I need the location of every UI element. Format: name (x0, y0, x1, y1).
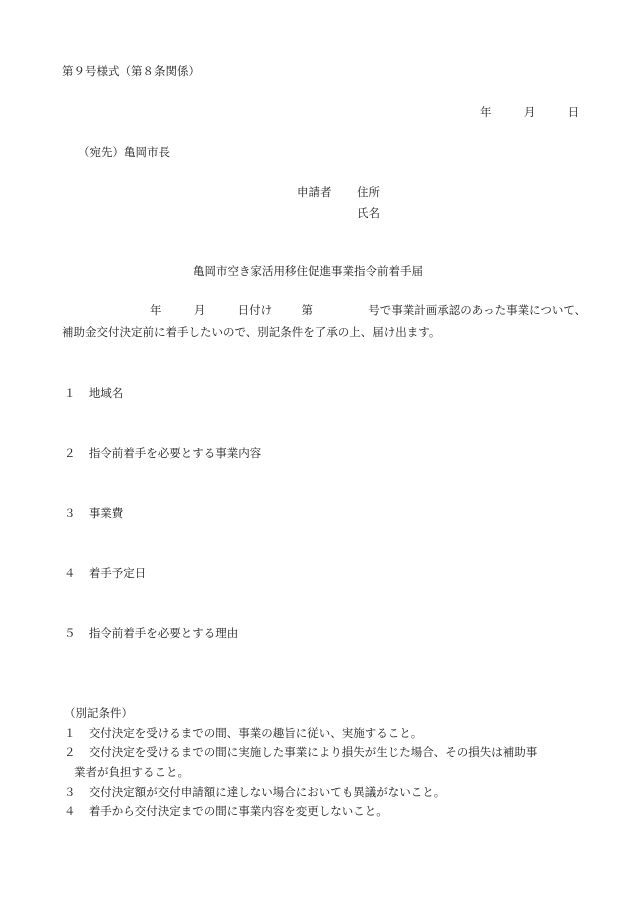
form-label: 第９号様式（第８条関係） (62, 64, 200, 78)
item-text: 着手予定日 (88, 566, 147, 580)
condition-4 (64, 806, 388, 818)
condition-text: 交付決定を受けるまでの間に実施した事業により損失が生じた場合、その損失は補助事 (88, 745, 538, 759)
body-line-2: 補助金交付決定前に着手したいので、別記条件を了承の上、届け出ます。 (62, 325, 441, 339)
date-day: 日 (567, 105, 580, 119)
body-year: 年 (150, 303, 162, 317)
applicant-name-label: 氏名 (357, 206, 380, 220)
condition-text: 着手から交付決定までの間に事業内容を変更しないこと。 (88, 804, 388, 818)
item-1 (64, 388, 123, 400)
applicant-label: 申請者 (297, 185, 332, 199)
body-line1-rest: 号で事業計画承認のあった事業について、 (368, 303, 587, 317)
item-number: ３ (64, 506, 76, 520)
item-number: １ (64, 386, 76, 400)
body-month: 月 (193, 303, 206, 317)
item-text: 指令前着手を必要とする事業内容 (88, 446, 262, 460)
condition-1 (64, 728, 422, 740)
condition-number: ２ (64, 745, 76, 759)
condition-text: 交付決定を受けるまでの間、事業の趣旨に従い、実施すること。 (88, 726, 423, 740)
document-title: 亀岡市空き家活用移住促進事業指令前着手届 (193, 264, 423, 278)
item-text: 地域名 (88, 386, 124, 400)
item-5 (64, 628, 238, 640)
item-number: ４ (64, 566, 76, 580)
addressee: （宛先）亀岡市長 (78, 145, 170, 159)
date-month: 月 (523, 105, 536, 119)
body-day-dated: 日付け (237, 303, 273, 317)
item-text: 指令前着手を必要とする理由 (88, 626, 239, 640)
applicant-address-label: 住所 (357, 185, 380, 199)
date-year: 年 (480, 105, 492, 119)
condition-number: １ (64, 726, 76, 740)
date-line (480, 107, 579, 119)
item-4 (64, 568, 146, 580)
item-number: ２ (64, 446, 76, 460)
item-3 (64, 508, 123, 520)
item-number: ５ (64, 626, 76, 640)
condition-2-continuation: 業者が負担すること。 (74, 765, 189, 779)
body-number-prefix: 第 (301, 303, 313, 317)
condition-number: ３ (64, 785, 76, 799)
condition-number: ４ (64, 804, 76, 818)
condition-2 (64, 747, 537, 759)
item-2 (64, 448, 261, 460)
condition-text: 交付決定額が交付申請額に達しない場合においても異議がないこと。 (88, 785, 446, 799)
item-text: 事業費 (88, 506, 124, 520)
condition-3 (64, 787, 445, 799)
body-line-1 (150, 305, 586, 317)
conditions-heading: （別記条件） (64, 706, 133, 720)
